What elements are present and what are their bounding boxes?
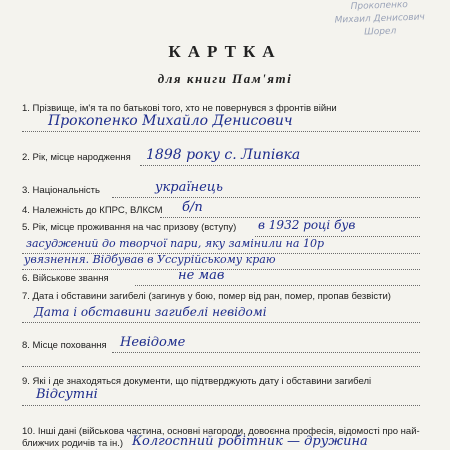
field-5-value-line: увязнення. Відбував в Уссурійському краю — [24, 253, 276, 266]
field-8-rule — [112, 352, 420, 353]
field-6-rule — [135, 285, 420, 286]
field-8-label: 8. Місце поховання — [22, 340, 107, 351]
field-3-label: 3. Національність — [22, 185, 100, 196]
field-6-label: 6. Військове звання — [22, 273, 109, 284]
field-1-rule — [22, 131, 420, 132]
field-8-value: Невідоме — [120, 335, 186, 350]
field-3-value: українець — [155, 180, 223, 195]
field-5-value-line: в 1932 році був — [258, 218, 356, 232]
field-9-label: 9. Які і де знаходяться документи, що підтверджують дату і обставини загибелі — [22, 376, 372, 387]
field-2-rule — [140, 165, 420, 166]
field-4-value: б/п — [182, 200, 203, 215]
field-10-label: 10. Інші дані (військова частина, основні нагороди, довоєнна професія, відомості про най- — [22, 426, 420, 437]
card-subtitle: для книги Пам'яті — [157, 71, 293, 86]
field-1-value: Прокопенко Михайло Денисович — [48, 113, 293, 129]
field-8-rule — [22, 366, 420, 367]
field-10-label: ближчих родичів та ін.) — [22, 438, 124, 449]
field-3-rule — [112, 197, 420, 198]
field-7-value: Дата і обставини загибелі невідомі — [34, 305, 267, 319]
field-7-label: 7. Дата і обставини загибелі (загинув у бою, помер від ран, помер, пропав безвісти) — [22, 291, 391, 302]
field-9-rule — [22, 405, 420, 406]
field-9-value: Відсутні — [36, 387, 98, 402]
field-10-value: Колгоспний робітник — дружина — [132, 434, 368, 449]
field-4-label: 4. Належність до КПРС, ВЛКСМ — [22, 205, 163, 216]
corner-note-line: Прокопенко — [350, 0, 409, 13]
field-5-label: 5. Рік, місце проживання на час призову (вступу) — [22, 222, 237, 233]
field-5-value-line: засуджений до творчої пари, яку замінили на 10р — [26, 237, 325, 250]
card-title: КАРТКА — [168, 42, 282, 61]
field-2-label: 2. Рік, місце народження — [22, 152, 131, 163]
field-2-value: 1898 року с. Липівка — [146, 147, 301, 163]
field-7-rule — [22, 322, 420, 323]
corner-note-line: Михаил Денисович — [334, 12, 425, 26]
field-1-label: 1. Прізвище, ім'я та по батькові того, хто не повернувся з фронтів війни — [22, 103, 337, 114]
field-6-value: не мав — [178, 268, 225, 283]
corner-note-line: Шорел — [363, 26, 397, 38]
